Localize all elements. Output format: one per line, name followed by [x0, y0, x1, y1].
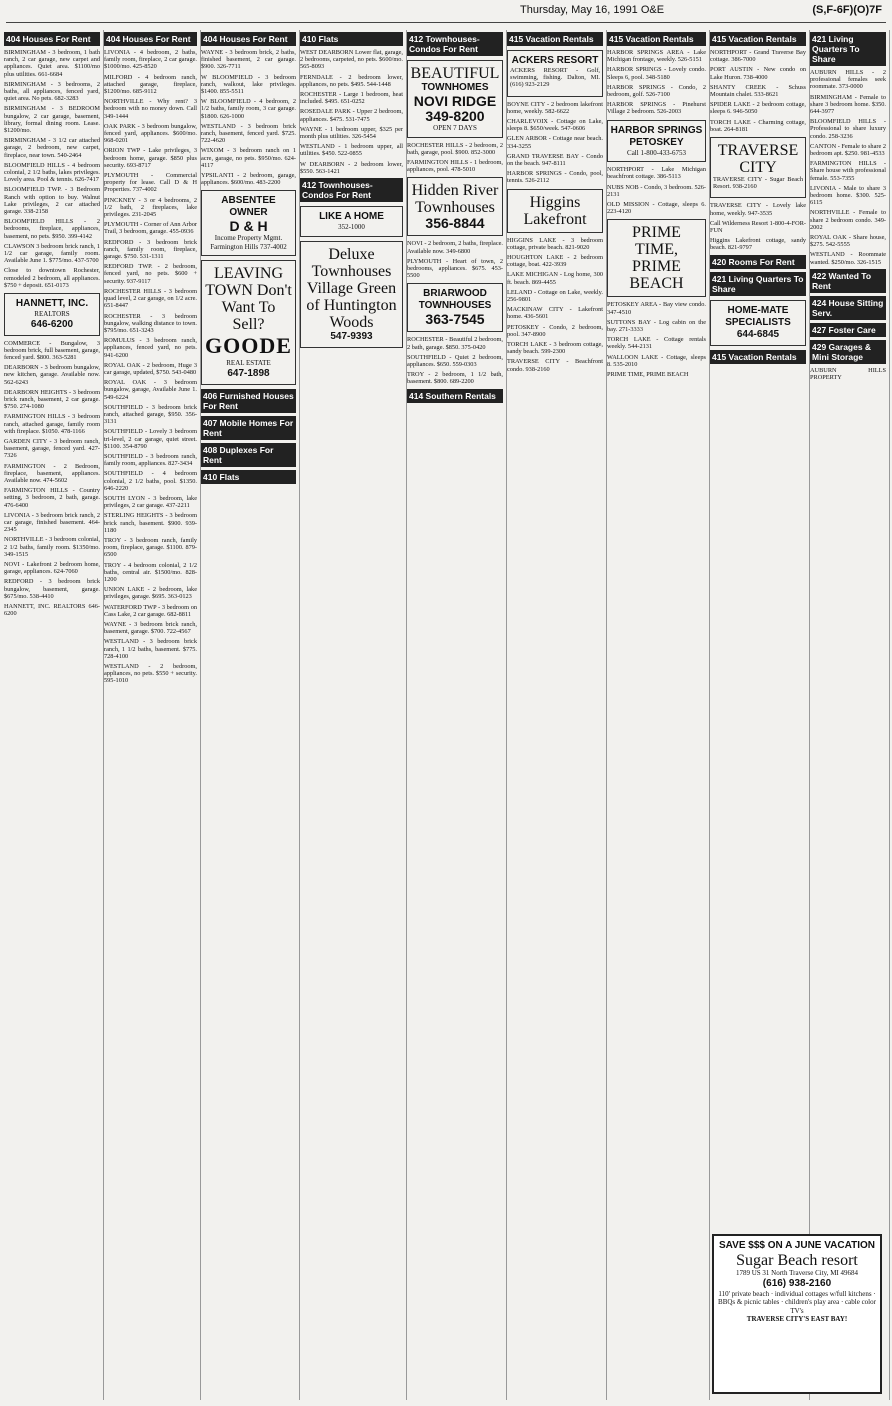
listing: OAK PARK - 3 bedroom bungalow, fenced yard, appliances. $600/mo. 968-0201	[104, 122, 197, 145]
listing: PETOSKEY AREA - Bay view condo. 347-4510	[607, 301, 706, 316]
auburn-note: AUBURN HILLS PROPERTY	[810, 366, 886, 382]
listing: WATERFORD TWP - 3 bedroom on Cass Lake, 2 car garage. 682-8811	[104, 603, 197, 618]
harbor-springs-ad	[607, 120, 706, 163]
section-townhouses: 412 Townhouses-Condos For Rent	[300, 178, 403, 202]
column-2	[104, 30, 201, 1400]
listing: REDFORD TWP. - 2 bedroom, fenced yard, no pets. $600 + security. 937-9117	[104, 263, 197, 285]
listing: BIRMINGHAM - 3 bedroom, 1 bath ranch, 2 car garage, new carpet and appliances. Quiet area. $1100/mo plus utilities. 661-6684	[4, 49, 100, 78]
listing: COMMERCE - Bungalow, 3 bedroom brick, full basement, garage, fenced yard. $800. 363-5281	[4, 339, 100, 361]
listing: GRAND TRAVERSE BAY - Condo on the beach. 947-8111	[507, 152, 603, 168]
listing: HOUGHTON LAKE - 2 bedroom cottage, boat. 422-3939	[507, 254, 603, 269]
listing: NORTHVILLE - Female to share 2 bedroom condo. 349-2002	[810, 209, 886, 231]
listing: ROYAL OAK - 2 bedroom, Huge 3 car garage, updated, $750. 543-0480	[104, 361, 197, 376]
listing: BIRMINGHAM - 3 BEDROOM bungalow, 2 car garage, basement, library, formal dining room. Lease. $1200/mo.	[4, 105, 100, 135]
listing: WESTLAND - 1 bedroom upper, all utilities. $450. 522-0855	[300, 143, 403, 158]
section-living-quarters: 421 Living Quarters To Share	[810, 32, 886, 66]
hannett-sub: REALTORS	[34, 310, 70, 319]
listing: W BLOOMFIELD - 3 bedroom ranch, walkout, lake privileges. $1400. 855-5511	[201, 73, 296, 96]
village-green-phone: 547-9393	[330, 330, 373, 342]
briarwood-phone: 363-7545	[425, 311, 485, 328]
listing: BIRMINGHAM - 3 bedrooms, 2 baths, all appliances, fenced yard, quiet area. No pets. 682-3283	[4, 80, 100, 103]
listing: Close to downtown Rochester, remodeled 2 bedroom, all appliances. $750 + deposit. 651-0173	[4, 267, 100, 289]
save-heading: SAVE $$$ ON A JUNE VACATION	[719, 1240, 875, 1251]
goode-phone: 647-1898	[227, 367, 270, 379]
listing: HARBOR SPRINGS - Pinehurst Village 2 bedroom. 526-2003	[607, 101, 706, 116]
traverse-city-ad	[710, 137, 806, 198]
goode-sub: REAL ESTATE	[226, 359, 271, 368]
listing: WAYNE - 1 bedroom upper, $325 per month plus utilities. 326-5454	[300, 125, 403, 141]
beautiful-heading: BEAUTIFUL	[410, 65, 500, 82]
home-mate-heading: HOME-MATE SPECIALISTS	[725, 304, 791, 328]
section-duplexes: 408 Duplexes For Rent	[201, 443, 296, 467]
listing: LIVONIA - 3 bedroom brick ranch, 2 car garage, finished basement. 464-2345	[4, 511, 100, 534]
section-southern-rentals: 414 Southern Rentals	[407, 389, 503, 403]
listing: AUBURN HILLS - 2 professional females seek roommate. 373-0000	[810, 69, 886, 91]
listing: NOVI - 2 bedroom, 2 baths, fireplace. Available now. 349-6800	[407, 240, 503, 255]
listing: FARMINGTON HILLS - Country setting, 3 bedroom, 2 bath, garage. 476-6400	[4, 487, 100, 509]
listing: YPSILANTI - 2 bedroom, garage, appliances. $600/mo. 483-2200	[201, 172, 296, 187]
like-home-heading: LIKE A HOME	[319, 211, 384, 223]
listing: ROCHESTER - Beautiful 2 bedroom, 2 bath, garage. $850. 375-0420	[407, 336, 503, 351]
listing: FARMINGTON HILLS - 3 bedroom ranch, attached garage, family room with fireplace. $1050. 478-1166	[4, 413, 100, 435]
listing: OLD MISSION - Cottage, sleeps 6. 223-4120	[607, 200, 706, 216]
listing: BLOOMFIELD TWP. - 3 Bedroom Ranch with option to buy. Walnut Lake privileges, 2 car attached garage. 338-2158	[4, 186, 100, 216]
section-mobile-homes: 407 Mobile Homes For Rent	[201, 416, 296, 440]
deluxe-townhouses-ad	[300, 241, 403, 348]
listing: FARMINGTON HILLS - 1 bedroom, appliances, pool. 478-5010	[407, 158, 503, 174]
listing: BIRMINGHAM - 3 1/2 car attached garage, 2 bedroom, new carpet, fireplace, near town. 540-2464	[4, 137, 100, 159]
home-mate-phone: 644-6845	[736, 328, 780, 340]
listing: ROCHESTER - 3 bedroom bungalow, walking distance to town. $795/mo. 651-3243	[104, 312, 197, 334]
hidden-river-ad	[407, 177, 503, 236]
listing-hannett-repeat: HANNETT, INC. REALTORS 646-6200	[4, 603, 100, 618]
village-green-heading: Village Green of Huntington Woods	[306, 279, 397, 331]
harbor-phone: Call 1-800-433-6753	[627, 148, 686, 157]
listing: LAKE MICHIGAN - Log home, 300 ft. beach. 869-4455	[507, 271, 603, 286]
section-house-sitting: 424 House Sitting Serv.	[810, 296, 886, 320]
listing: HARBOR SPRINGS - Condo, 2 bedroom, golf. 526-7100	[607, 83, 706, 99]
listing: SUTTONS BAY - Log cabin on the bay. 271-3333	[607, 318, 706, 333]
listing: ORION TWP - Lake privileges, 3 bedroom home, garage. $850 plus security. 693-8717	[104, 147, 197, 169]
listing: ROCHESTER - Large 1 bedroom, heat included. $495. 651-0252	[300, 91, 403, 106]
listing: SOUTHFIELD - Quiet 2 bedroom, appliances. $650. 559-0303	[407, 353, 503, 368]
dh-properties-ad	[201, 190, 296, 256]
hannett-ad	[4, 293, 100, 336]
listing: PETOSKEY - Condo, 2 bedroom, pool. 347-8900	[507, 323, 603, 338]
listing: WAYNE - 3 bedroom brick ranch, basement, garage. $700. 722-4567	[104, 621, 197, 636]
listing: SPIDER LAKE - 2 bedroom cottage, sleeps 6. 946-5050	[710, 101, 806, 116]
listing: SOUTHFIELD - 4 bedroom colonial, 2 1/2 baths, pool. $1350. 646-2220	[104, 470, 197, 492]
listing: WESTLAND - 3 bedroom brick ranch, 1 1/2 baths, basement. $775. 728-4100	[104, 638, 197, 660]
listing: TRAVERSE CITY - Beachfront condo. 938-2160	[507, 358, 603, 373]
section-vacation-rentals: 415 Vacation Rentals	[710, 350, 806, 364]
column-4	[300, 30, 407, 1400]
hannett-name: HANNETT, INC.	[15, 298, 89, 310]
listing: NORTHVILLE - 3 bedroom colonial, 2 1/2 baths, family room. $1350/mo. 349-1515	[4, 536, 100, 558]
listing: NORTHVILLE - Why rent? 3 bedroom with no money down. Call 349-1444	[104, 98, 197, 120]
listing: SOUTHFIELD - 3 bedroom ranch, family room, appliances. 827-3434	[104, 452, 197, 468]
sugar-beach-name: Sugar Beach resort	[736, 1252, 858, 1269]
listing: SOUTH LYON - 3 bedroom, lake privileges, 2 car garage. 437-2211	[104, 494, 197, 510]
section-vacation-rentals: 415 Vacation Rentals	[507, 32, 603, 46]
dh-phone: Farmington Hills 737-4002	[210, 242, 287, 251]
listing: ROYAL OAK - 3 bedroom bungalow, garage, Available June 1. 549-6224	[104, 379, 197, 401]
listing: TROY - 4 bedroom colonial, 2 1/2 baths, central air. $1500/mo. 828-1200	[104, 561, 197, 583]
sugar-beach-desc: 110' private beach · individual cottages w/full kitchens · BBQs & picnic tables · children's play area · cable color TV's	[718, 1289, 876, 1315]
column-8	[710, 30, 810, 1400]
listing: PLYMOUTH - Corner of Ann Arbor Trail, 3 bedroom, garage. 455-0936	[104, 221, 197, 236]
listing: SHANTY CREEK - Schuss Mountain chalet. 533-8621	[710, 83, 806, 99]
listing: WEST DEARBORN Lower flat, garage, 2 bedrooms, carpeted, no pets. $600/mo. 565-8093	[300, 49, 403, 71]
column-7	[607, 30, 710, 1400]
traverse-text: TRAVERSE CITY - Sugar Beach Resort. 938-2160	[713, 176, 803, 191]
like-a-home-ad	[300, 206, 403, 237]
listing: LELAND - Cottage on Lake, weekly. 256-9801	[507, 288, 603, 304]
column-1	[4, 30, 104, 1400]
listing: NORTHPORT - Lake Michigan beachfront cottage. 386-5113	[607, 166, 706, 181]
leaving-town-heading: LEAVING TOWN Don't Want To Sell?	[205, 265, 292, 334]
column-9	[810, 30, 890, 1400]
listing: GARDEN CITY - 3 bedroom ranch, basement, garage, fenced yard. 427-7326	[4, 438, 100, 460]
listing: SOUTHFIELD - Lovely 3 bedroom tri-level, 2 car garage, quiet street. $1100. 354-8790	[104, 428, 197, 450]
listing: BLOOMFIELD HILLS - Professional to share luxury condo. 258-3236	[810, 118, 886, 140]
listing: TROY - 3 bedroom ranch, family room, fireplace, garage. $1100. 879-6500	[104, 536, 197, 559]
section-flats: 410 Flats	[201, 470, 296, 484]
higgins-ad	[507, 189, 603, 233]
hidden-river-phone: 356-8844	[425, 215, 485, 232]
goode-ad	[201, 260, 296, 385]
open-days: OPEN 7 DAYS	[433, 124, 477, 132]
listing: TROY - 2 bedroom, 1 1/2 bath, basement. $800. 689-2200	[407, 371, 503, 386]
section-wanted-to-rent: 422 Wanted To Rent	[810, 269, 886, 293]
listing: STERLING HEIGHTS - 3 bedroom brick ranch, basement. $900. 939-1180	[104, 512, 197, 534]
novi-ridge-name: NOVI RIDGE	[413, 93, 497, 109]
goode-name: GOODE	[205, 333, 292, 359]
listing: W DEARBORN - 2 bedroom lower, $550. 563-1421	[300, 160, 403, 175]
listing: W BLOOMFIELD - 4 bedroom, 2 1/2 baths, family room, 3 car garage. $1800. 626-1000	[201, 98, 296, 120]
dh-name: D & H	[229, 218, 268, 235]
sugar-beach-phone: (616) 938-2160	[762, 1277, 832, 1289]
listing: TORCH LAKE - Cottage rentals weekly. 544-2131	[607, 336, 706, 351]
listing: BLOOMFIELD HILLS - 4 bedroom colonial, 2 1/2 baths, lakes privileges. Lovely area. Pool & tennis. 626-7417	[4, 161, 100, 184]
listing: LIVONIA - Male to share 3 bedroom home. $300. 525-6115	[810, 184, 886, 207]
briarwood-ad	[407, 283, 503, 332]
section-vacation-rentals: 415 Vacation Rentals	[710, 32, 806, 46]
hidden-river-heading: Hidden River Townhouses	[411, 182, 499, 217]
section-vacation-rentals: 415 Vacation Rentals	[607, 32, 706, 46]
briarwood-heading: BRIARWOOD TOWNHOUSES	[418, 288, 492, 312]
listing: PLYMOUTH - Heart of town, 2 bedrooms, appliances. $675. 453-5500	[407, 257, 503, 280]
listing: BLOOMFIELD HILLS - 2 bedrooms, fireplace, appliances, basement, no pets. $950. 399-4142	[4, 218, 100, 240]
section-living-quarters: 421 Living Quarters To Share	[710, 272, 806, 296]
listing: WESTLAND - 2 bedroom, appliances, no pets. $550 + security. 595-1010	[104, 663, 197, 685]
section-houses-for-rent: 404 Houses For Rent	[4, 32, 100, 46]
listing: PINCKNEY - 3 or 4 bedrooms, 2 1/2 bath, 2 fireplaces, lake privileges. 231-2045	[104, 196, 197, 219]
column-3	[201, 30, 300, 1400]
listing: MACKINAW CITY - Lakefront home. 436-5601	[507, 306, 603, 321]
section-rooms-for-rent: 420 Rooms For Rent	[710, 255, 806, 269]
harbor-heading: HARBOR SPRINGS PETOSKEY	[610, 124, 703, 148]
listing: REDFORD - 3 bedroom brick ranch, family room, fireplace, garage. $750. 531-1311	[104, 238, 197, 261]
listing: ROSEDALE PARK - Upper 2 bedroom, appliances. $475. 531-7475	[300, 108, 403, 123]
ackers-text: ACKERS RESORT - Golf, swimming, fishing. Dalton, MI. (616) 923-2129	[510, 67, 600, 89]
listing: Call Wilderness Resort 1-800-4-FOR-FUN	[710, 219, 806, 235]
listing: PORT AUSTIN - New condo on Lake Huron. 738-4000	[710, 66, 806, 81]
listing: HIGGINS LAKE - 3 bedroom cottage, private beach. 821-9020	[507, 236, 603, 251]
hannett-phone: 646-6200	[30, 318, 74, 330]
listing: ROMULUS - 3 bedroom ranch, appliances, fenced yard, no pets. 941-6200	[104, 337, 197, 359]
absentee-owner-heading: ABSENTEE OWNER	[221, 195, 276, 219]
traverse-heading: TRAVERSE CITY	[717, 142, 799, 177]
listing: FARMINGTON HILLS - Share house with professional female. 553-7355	[810, 160, 886, 182]
ackers-heading: ACKERS RESORT	[511, 55, 599, 66]
listing: HARBOR SPRINGS AREA - Lake Michigan frontage, weekly. 526-5151	[607, 49, 706, 64]
novi-ridge-phone: 349-8200	[425, 108, 485, 124]
listing: DEARBORN - 3 bedroom bungalow, new kitchen, garage. Available now. 562-6243	[4, 364, 100, 386]
higgins-heading: Higgins Lakefront	[523, 193, 587, 228]
listing: MILFORD - 4 bedroom ranch, attached garage, fireplace, $1200/mo. 685-9112	[104, 73, 197, 96]
listing: TORCH LAKE - 3 bedroom cottage, sandy beach. 599-2300	[507, 341, 603, 356]
listing: FERNDALE - 2 bedroom lower, appliances, no pets. $495. 544-1448	[300, 73, 403, 88]
listing: ROYAL OAK - Share house, $275. 542-5555	[810, 234, 886, 249]
townhomes-heading: TOWNHOMES	[421, 82, 489, 93]
listing: GLEN ARBOR - Cottage near beach. 334-3255	[507, 135, 603, 150]
prime-time-ad	[607, 219, 706, 297]
listing: LIVONIA - 4 bedroom, 2 baths, family room, fireplace, 2 car garage. $1000/mo. 425-8520	[104, 49, 197, 71]
novi-ridge-ad	[407, 60, 503, 138]
listing: WESTLAND - 3 bedroom brick ranch, basement, fenced yard. $725. 722-4620	[201, 122, 296, 145]
sugar-beach-address: 1789 US 31 North Traverse City, MI 49684	[735, 1269, 859, 1277]
prime-heading: PRIME TIME, PRIME BEACH	[629, 224, 684, 293]
listing: UNION LAKE - 2 bedroom, lake privileges, garage. $695. 363-0123	[104, 586, 197, 601]
listing: ROCHESTER HILLS - 3 bedroom quad level, 2 car garage, on 1/2 acre. 651-8447	[104, 287, 197, 310]
listing: REDFORD - 3 bedroom brick bungalow, basement, garage. $675/mo. 538-4410	[4, 578, 100, 600]
page-header	[0, 0, 892, 24]
section-townhouses: 412 Townhouses-Condos For Rent	[407, 32, 503, 56]
listing: PLYMOUTH - Commercial property for lease. Call D & H Properties. 737-4002	[104, 172, 197, 194]
column-6	[507, 30, 607, 1400]
deluxe-heading: Deluxe Townhouses	[311, 245, 392, 280]
section-foster-care: 427 Foster Care	[810, 323, 886, 337]
listing: CANTON - Female to share 2 bedroom apt. $250. 981-4533	[810, 142, 886, 158]
listing: FARMINGTON - 2 Bedroom, fireplace, basement, appliances. Available now. 474-5602	[4, 462, 100, 485]
listing: ROCHESTER HILLS - 2 bedroom, 2 bath, garage, pool. $900. 852-3000	[407, 141, 503, 156]
section-houses-for-rent: 404 Houses For Rent	[104, 32, 197, 46]
listing: CLAWSON 3 bedroom brick ranch, 1 1/2 car garage, family room. Available June 1. $775/mo. 437-5700	[4, 242, 100, 265]
listing: TRAVERSE CITY - Lovely lake home, weekly. 947-3535	[710, 202, 806, 217]
sugar-beach-footer: TRAVERSE CITY'S EAST BAY!	[746, 1315, 848, 1323]
dh-sub: Income Property Mgmt.	[214, 234, 283, 243]
section-garages: 429 Garages & Mini Storage	[810, 340, 886, 364]
listing: DEARBORN HEIGHTS - 3 bedroom brick ranch, basement, 2 car garage. $750. 274-1080	[4, 388, 100, 411]
listing: WALLOON LAKE - Cottage, sleeps 8. 535-2010	[607, 353, 706, 368]
like-home-phone: 352-1000	[338, 223, 365, 232]
section-furnished-houses: 406 Furnished Houses For Rent	[201, 389, 296, 413]
home-mate-ad	[710, 300, 806, 346]
listing: NOVI - Lakefront 2 bedroom home, garage, appliances. 624-7060	[4, 561, 100, 576]
page-folio: (S,F-6F)(O)7F	[812, 4, 882, 16]
listing: CHARLEVOIX - Cottage on Lake, sleeps 8. $650/week. 547-0606	[507, 118, 603, 133]
ackers-resort-ad	[507, 50, 603, 97]
listing: BIRMINGHAM - Female to share 3 bedroom home. $350. 644-3977	[810, 93, 886, 116]
section-flats: 410 Flats	[300, 32, 403, 46]
listing: SOUTHFIELD - 3 bedroom brick ranch, attached garage, $950. 356-3131	[104, 403, 197, 426]
listing: Higgins Lakefront cottage, sandy beach. 821-9797	[710, 237, 806, 252]
listing: WIXOM - 3 bedroom ranch on 1 acre, garage, no pets. $950/mo. 624-4117	[201, 147, 296, 169]
listing: NORTHPORT - Grand Traverse Bay cottage. 386-7000	[710, 49, 806, 64]
header-rule	[6, 22, 886, 23]
column-5	[407, 30, 507, 1400]
issue-date: Thursday, May 16, 1991 O&E	[520, 4, 665, 16]
listing: HARBOR SPRINGS - Condo, pool, tennis. 526-2112	[507, 170, 603, 185]
sugar-beach-ad	[712, 1234, 882, 1394]
listing: BOYNE CITY - 2 bedroom lakefront home, weekly. 582-6622	[507, 100, 603, 115]
section-houses-for-rent: 404 Houses For Rent	[201, 32, 296, 46]
listing: TORCH LAKE - Charming cottage, boat. 264-8181	[710, 118, 806, 133]
listing: HARBOR SPRINGS - Lovely condo. Sleeps 6, pool. 348-5180	[607, 66, 706, 81]
listing: WAYNE - 3 bedroom brick, 2 baths, finished basement, 2 car garage. $900. 326-7711	[201, 49, 296, 71]
listing: NUBS NOB - Condo, 3 bedroom. 526-2131	[607, 183, 706, 198]
listing-prime-caption: PRIME TIME, PRIME BEACH	[607, 370, 689, 378]
listing: WESTLAND - Roommate wanted. $250/mo. 326-1515	[810, 251, 886, 266]
